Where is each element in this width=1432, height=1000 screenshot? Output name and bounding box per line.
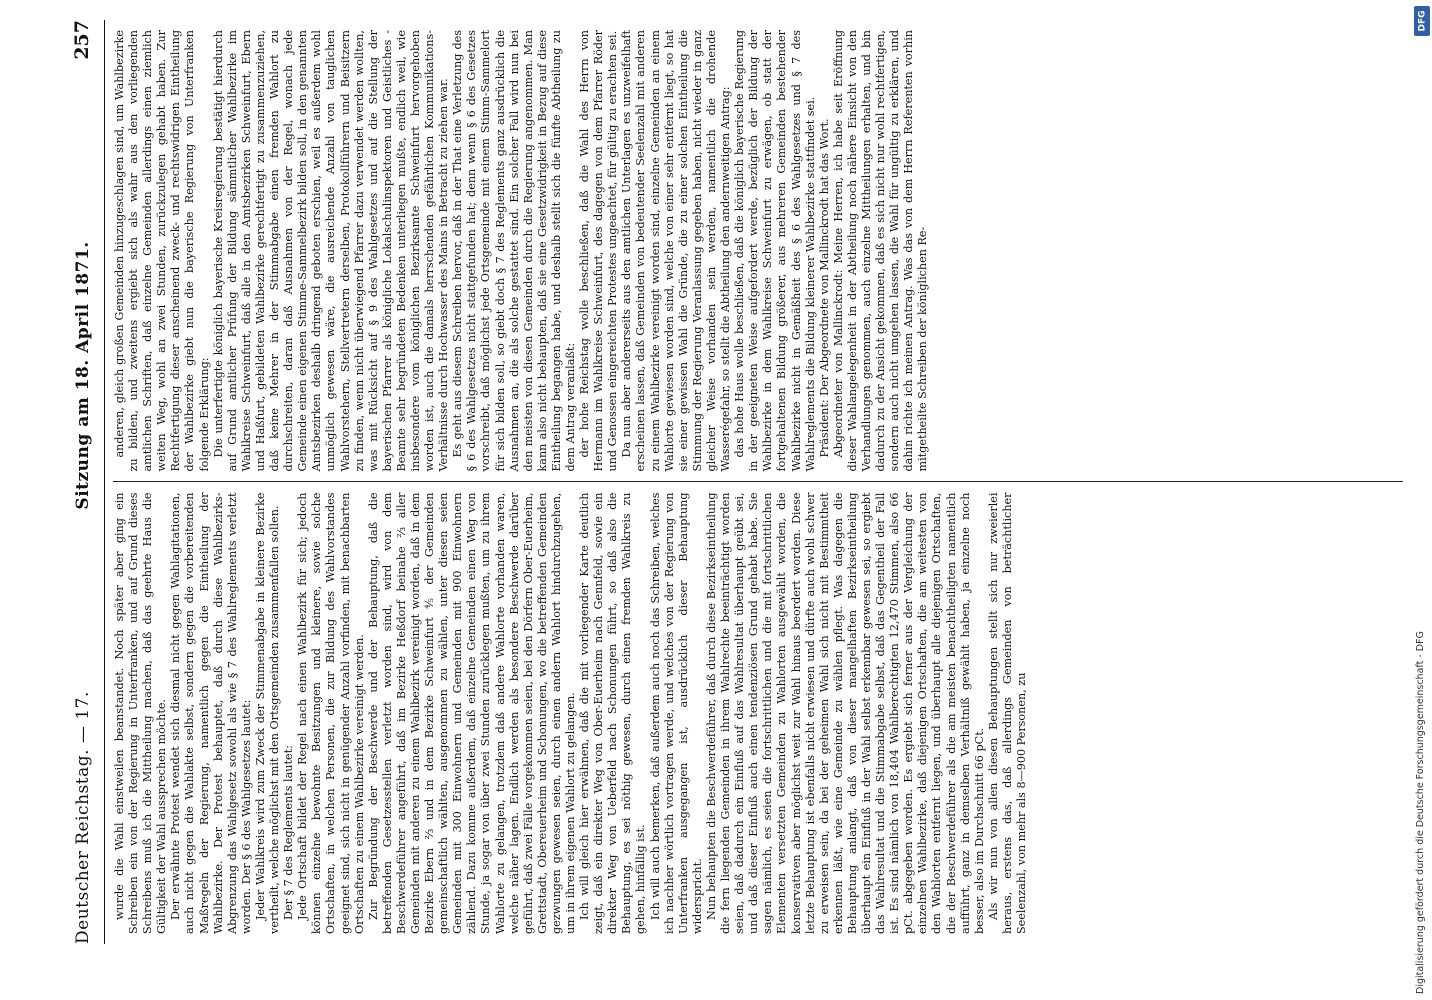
dfg-logo: DFG xyxy=(1414,6,1430,36)
paragraph: Abgeordneter von Mallinckrodt: Meine Herren, ich habe seit Eröffnung dieser Wahlangelegenheit in der Abtheilung noch nähere Einsicht von den Verhandlungen genommen, auch einzelne Mittheilungen erhalten, und bin dadurch zu der Ansicht gekommen, daß es sich nicht nur wohl rechtfertigen, sondern auch nicht umgehen lassen, die Wahl für ungültig zu erklären, und dahin richte ich meinen Antrag. Was das von dem Herrn Referenten vorhin mitgetheilte Schreiben der königlichen Re- xyxy=(831,30,930,472)
paragraph: Die unterfertigte königlich bayerische Kreisregierung bestätigt hierdurch auf Grund amtlicher Prüfung der Bildung sämmtlicher Wahlbezirke im Wahlkreise Schweinfurt, daß alle in den Amtsbezirken Schweinfurt, Ebern und Haßfurt, gebildeten Wahlbezirke gerechtfertigt zu zusammenzuziehen, daß keine Mehrer in der Stimmabgabe einen fremden Wahlort zu durchschreiten, daran daß Ausnahmen von der Regel, wonach jede Gemeinde einen eigenen Stimme-Sammelbezirk bilden soll, in den genannten Amtsbezirken deshalb dringend geboten erschien, weil es außerdem wohl unmöglich gewesen wäre, die ausreichende Anzahl von tauglichen Wahlvorstehern, Stellvertretern derselben, Protokollführern und Beisitzern zu finden, wenn nicht überwiegend Pfarrer dazu verwendet werden wollten, was mit Rücksicht auf § 9 des Wahlgesetzes und auf die Stellung der bayerischen Pfarrer als königliche Lokalschulinspektoren und Geistliches - Beamte sehr begründeten Bedenken unterliegen mußte, endlich weil, wie insbesondere vom königlichen Bezirksamte Schweinfurt hervorgehoben worden ist, auch die damals herrschenden gefährlichen Kommunikations-Verhältnisse durch Hochwasser des Mains in Betracht zu ziehen war. xyxy=(211,30,451,472)
paragraph: anderen, gleich großen Gemeinden hinzugeschlagen sind, um Wahlbezirke zu bilden, und zweitens ergiebt sich als wahr aus den vorliegenden amtlichen Schriften, daß einzelne Gemeinden allerdings einen ziemlich weiten Weg, wohl an zwei Stunden, zurückzulegen gehabt haben. Zur Rechtfertigung dieser anscheinend zweck- und rechtswidrigen Eintheilung der Wahlbezirke giebt nun die bayerische Regierung von Unterfranken folgende Erklärung: xyxy=(113,30,211,472)
paragraph: das hohe Haus wolle beschließen, daß die königlich bayerische Regierung in der geeigneten Weise aufgefordert werde, bezüglich der Bildung der Wahlbezirke in dem Wahlkreise Schweinfurt zu erwägen, ob statt der fortgehaltenen Bildung größerer, aus mehreren Gemeinden bestehender Wahlbezirke nicht in Gemäßheit des § 6 des Wahlgesetzes und § 7 des Wahlreglements die Bildung kleinerer Wahlbezirke stattfindet sei. xyxy=(733,30,817,472)
paragraph: Ich will gleich hier erwähnen, daß die mit vorliegender Karte deutlich zeigt, daß ein direkter Weg von Ober-Euerheim nach Gennfeld, sowie ein direkter Weg von Ueberfeld nach Schonungen führt, so daß also die Behauptung, es sei nöthig gewesen, durch einen fremden Wahlkreis zu gehen, hinfällig ist. xyxy=(578,492,648,934)
paragraph: Der erwähnte Protest wendet sich diesmal nicht gegen Wahlagitationen, auch nicht gegen die Wahlakte selbst, sondern gegen die vorbereitenden Maßregeln der Regierung, namentlich gegen die Eintheilung der Wahlbezirke. Der Protest behauptet, daß durch diese Wahlbezirks-Abgrenzung das Wahlgesetz sowohl als wie § 7 des Wahlreglements verletzt worden. Der § 6 des Wahlgesetzes lautet: xyxy=(169,492,253,934)
text-column-left xyxy=(113,483,1403,945)
paragraph: Da nun aber andererseits aus den amtlichen Unterlagen es unzweifelhaft erscheinen lassen, daß Gemeinden von bedeutender Seelenzahl mit anderen zu einem Wahlbezirke vereinigt worden sind, einzelne Gemeinden an einem Wahlorte gewiesen worden sind, welche von einer sehr entfernt liegt, so hat sie einer gewissen Wahl die Gründe, die zu einer solchen Eintheilung die Stimmung der Regierung Veranlassung gegeben haben, nicht wieder in ganz gleicher Weise vorhanden sein werden, namentlich die drohende Wasserégefahr, so stellt die Abtheilung den andernweitigen Antrag: xyxy=(620,30,733,472)
text-column-right xyxy=(113,20,1403,482)
paragraph: Zur Begründung der Beschwerde und der Behauptung, daß die betreffenden Gesetzesstellen verletzt worden sind, wird von dem Beschwerdeführer angeführt, daß im Bezirke Heßdorf beinahe ⅔ aller Gemeinden mit anderen zu einem Wahlbezirk vereinigt worden, daß in dem Bezirke Ebern ⅔ und in dem Bezirke Schweinfurt ⅘ der Gemeinden gemeinschaftlich wählten, ausgenommen zu wählen, unter diesen seien Gemeinden mit 300 Einwohnern und Gemeinden mit 900 Einwohnern zählend. Dazu komme außerdem, daß einzelne Gemeinden einen Weg von Stunde, ja sogar von über zwei Stunden zurücklegen mußten, um zu ihrem Wahlorte zu gelangen, trotzdem daß andere Wahlorte vorhanden waren, welche näher lagen. Endlich werden als besondere Beschwerde darüber geführt, daß zwei Fälle vorgekommen seien, bei den Dörfern Ober-Euerheim, Grettstadt, Obereuerheim und Schonungen, wo die betreffenden Gemeinden gezwungen gewesen seien, durch einen andern Wahlort hindurchzugehen, um in ihrem eigenen Wahlort zu gelangen. xyxy=(366,492,577,934)
header-publication: Deutscher Reichstag. — 17. xyxy=(73,691,93,944)
text-columns xyxy=(113,20,1403,944)
paragraph: wurde die Wahl einstweilen beanstandet. Noch später aber ging ein Schreiben ein von der Regierung in Unterfranken, und auf Grund dieses Schreibens muß ich die Mittheilung machen, daß das geehrte Haus die Gültigkeit der Wahl aussprechen möchte. xyxy=(113,492,169,934)
document-page xyxy=(60,12,1412,952)
paragraph: Jeder Wahlkreis wird zum Zweck der Stimmenabgabe in kleinere Bezirke vertheilt, welche möglichst mit den Ortsgemeinden zusammenfallen sollen. xyxy=(253,492,282,934)
paragraph: Der § 7 des Reglements lautet: xyxy=(282,745,296,920)
header-session-date: Sitzung am 18. April 1871. xyxy=(73,241,93,510)
paragraph: Es geht aus diesem Schreiben hervor, daß in der That eine Verletzung des § 6 des Wahlgesetzes nicht stattgefunden hat; denn wenn § 6 des Gesetzes vorschreibt, daß möglichst jede Ortsgemeinde mit einem Stimm-Sammelort für sich bilden soll, so giebt doch § 7 des Reglements ganz ausdrücklich die Ausnahmen an, die als solche gestattet sind. Ein solcher Fall wird nun bei den meisten von diesen Gemeinden durch die Regierung angenommen. Man kann also nicht behaupten, daß sie eine Gesetzwidrigkeit in Bezug auf diese Eintheilung begangen habe, und deshalb stellt sich die fünfte Abtheilung zu dem Antrag veranlaßt: xyxy=(451,30,577,472)
digitization-notice: Digitalisierung gefördert durch die Deutsche Forschungsgemeinschaft - DFG xyxy=(1415,631,1426,994)
paragraph: Nun behaupten die Beschwerdeführer, daß durch diese Bezirkseintheilung die fern liegenden Gemeinden in ihrem Wahlrechte beeinträchtigt worden seien, daß dadurch ein Einfluß auf das Wahlresultat überhaupt geübt sei, und daß dieser Einfluß auch einen tendenziösen Grund gehabt habe. Sie sagen nämlich, es seien die fortschrittlichen und die mit fortschrittlichen Elementen versetzten Gemeinden zu Wahlorten ausgewählt worden, die konservativen aber möglichst weit zur Wahl hinaus beordert worden. Diese letzte Behauptung ist ebenfalls nicht erwiesen und dürfte auch wohl schwer zu erweisen sein, da bei der geheimen Wahl sich nicht mit Bestimmtheit erkennen läßt, wie eine Gemeinde zu wählen pflegt. Was dagegen die Behauptung anlangt, daß von dieser mangelhaften Bezirkseintheilung überhaupt ein Einfluß in der Wahl selbst erkennbar gewesen sei, so ergiebt das Wahlresultat und die Stimmabgabe selbst, daß das Gegentheil der Fall ist. Es sind nämlich von 18,404 Wahlberechtigten 12,470 Stimmen, also 66 pCt. abgegeben worden. Es ergiebt sich ferner aus der Vergleichung der einzelnen Wahlbezirke, daß diejenigen Ortschaften, die am weitesten von den Wahlorten entfernt liegen, und überhaupt alle diejenigen Ortschaften, die der Beschwerdeführer als die am meisten benachtheiligten namentlich aufführt, ganz in demselben Verhältniß gewählt haben, ja einzelne noch besser, also im Durchschnitt 66 pCt. xyxy=(704,492,986,934)
paragraph: der hohe Reichstag wolle beschließen, daß die Wahl des Herrn von Hermann im Wahlkreise Schweinfurt, des dagegen von dem Pfarrer Röder und Genossen eingereichten Protestes ungeachtet, für gültig zu erachten sei. xyxy=(578,30,620,472)
paragraph: Ich will auch bemerken, daß außerdem auch noch das Schreiben, welches ich nachher wörtlich vortragen werde, und welches von der Regierung von Unterfranken ausgegangen ist, ausdrücklich dieser Behauptung widerspricht. xyxy=(648,492,704,934)
page-number: 257 xyxy=(71,20,93,60)
column-divider xyxy=(113,482,1403,483)
running-header xyxy=(60,20,105,944)
paragraph: Präsident: Der Abgeordnete von Mallinckrodt hat das Wort. xyxy=(817,118,831,458)
paragraph: Als wir nun von allen diesen Behauptungen stellt sich nur zweierlei heraus, erstens das, daß allerdings Gemeinden von beträchtlicher Seelenzahl, von mehr als 8—900 Personen, zu xyxy=(986,492,1028,934)
paragraph: Jede Ortschaft bildet der Regel nach einen Wahlbezirk für sich; jedoch können einzelne bewohnte Besitzungen und kleinere, sowie solche Ortschaften, in welchen Personen, die zur Bildung des Wahlvorstandes geeignet sind, sich nicht in genügender Anzahl vorfinden, mit benachbarten Ortschaften zu einem Wahlbezirke vereinigt werden. xyxy=(296,492,366,934)
